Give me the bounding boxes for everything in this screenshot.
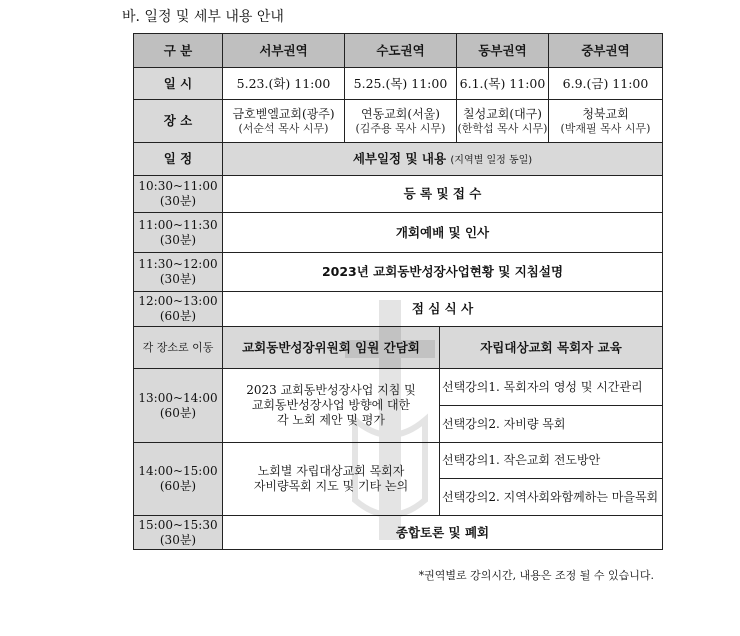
- session-line: 각 노회 제안 및 평가: [277, 413, 385, 427]
- region-east: 동부권역: [457, 34, 549, 68]
- section-heading: 바. 일정 및 세부 내용 안내: [122, 9, 284, 25]
- duration: (60분): [159, 309, 197, 323]
- closing-row: [134, 516, 663, 550]
- venue-church: 청북교회: [582, 106, 629, 121]
- schedule-content: 등 록 및 접 수: [223, 176, 663, 213]
- time: 14:00~15:00: [138, 464, 218, 478]
- session-left: [223, 369, 440, 443]
- time: 10:30~11:00: [138, 179, 218, 193]
- session-line: 2023 교회동반성장사업 지침 및: [246, 383, 416, 397]
- schedule-header-row: [134, 143, 663, 176]
- header-row: [134, 34, 663, 68]
- session-line: 교회동반성장사업 방향에 대한: [251, 398, 411, 412]
- elective-lecture: 선택강의1. 작은교회 전도방안: [440, 443, 663, 479]
- venue-church: 금호벧엘교회(광주): [232, 106, 335, 121]
- venue-church: 연동교회(서울): [361, 106, 440, 121]
- schedule-table: [133, 33, 663, 550]
- time: 12:00~13:00: [138, 294, 218, 308]
- time-cell: [134, 253, 223, 292]
- time-cell: [134, 369, 223, 443]
- time-cell: [134, 176, 223, 213]
- date-capital: 5.25.(목) 11:00: [345, 68, 457, 100]
- venue-central: [549, 100, 663, 143]
- closing-content: 종합토론 및 폐회: [223, 516, 663, 550]
- duration: (60분): [159, 479, 197, 493]
- committee-meeting-title: 교회동반성장위원회 임원 간담회: [223, 327, 440, 369]
- venue-east: [457, 100, 549, 143]
- duration: (60분): [159, 405, 197, 420]
- elective-lecture: 선택강의2. 지역사회와함께하는 마을목회: [440, 479, 663, 516]
- schedule-title: 세부일정 및 내용: [352, 150, 447, 166]
- time-cell: [134, 443, 223, 516]
- duration: (30분): [159, 194, 197, 208]
- venue-pastor: (김주용 목사 시무): [355, 121, 446, 135]
- venue-pastor: (박재필 목사 시무): [560, 121, 651, 135]
- time: 15:00~15:30: [138, 517, 218, 532]
- duration: (30분): [159, 272, 197, 286]
- venue-pastor: (서순석 목사 시무): [238, 121, 329, 135]
- schedule-content: 2023년 교회동반성장사업현황 및 지침설명: [223, 253, 663, 292]
- schedule-row: [134, 253, 663, 292]
- footnote: *권역별로 강의시간, 내용은 조정 될 수 있습니다.: [418, 569, 654, 582]
- move-label: 각 장소로 이동: [134, 327, 223, 369]
- region-west: 서부권역: [223, 34, 345, 68]
- date-row: [134, 68, 663, 100]
- region-central: 중부권역: [549, 34, 663, 68]
- move-row: [134, 327, 663, 369]
- venue-label: 장 소: [134, 100, 223, 143]
- pastor-education-title: 자립대상교회 목회자 교육: [440, 327, 663, 369]
- schedule-label: 일 정: [134, 143, 223, 176]
- venue-row: [134, 100, 663, 143]
- region-capital: 수도권역: [345, 34, 457, 68]
- schedule-title-cell: [223, 143, 663, 176]
- schedule-row: [134, 292, 663, 327]
- schedule-note: (지역별 일정 동일): [450, 154, 533, 166]
- duration: (30분): [159, 532, 197, 547]
- elective-lecture: 선택강의2. 자비량 목회: [440, 406, 663, 443]
- session-line: 자비량목회 지도 및 기타 논의: [253, 479, 409, 493]
- header-label: 구 분: [134, 34, 223, 68]
- session-row: [134, 443, 663, 479]
- date-label: 일 시: [134, 68, 223, 100]
- venue-pastor: (한학섭 목사 시무): [457, 121, 548, 135]
- duration: (30분): [159, 232, 197, 247]
- session-line: 노회별 자립대상교회 목회자: [257, 464, 405, 478]
- venue-capital: [345, 100, 457, 143]
- date-east: 6.1.(목) 11:00: [457, 68, 549, 100]
- time-cell: [134, 516, 223, 550]
- venue-church: 칠성교회(대구): [463, 106, 542, 121]
- schedule-row: [134, 213, 663, 253]
- session-row: [134, 369, 663, 406]
- time-cell: [134, 292, 223, 327]
- time: 11:30~12:00: [138, 257, 218, 271]
- venue-west: [223, 100, 345, 143]
- date-west: 5.23.(화) 11:00: [223, 68, 345, 100]
- time: 13:00~14:00: [138, 390, 218, 405]
- session-left: [223, 443, 440, 516]
- elective-lecture: 선택강의1. 목회자의 영성 및 시간관리: [440, 369, 663, 406]
- time-cell: [134, 213, 223, 253]
- schedule-content: 점 심 식 사: [223, 292, 663, 327]
- time: 11:00~11:30: [138, 217, 218, 232]
- date-central: 6.9.(금) 11:00: [549, 68, 663, 100]
- schedule-content: 개회예배 및 인사: [223, 213, 663, 253]
- schedule-row: [134, 176, 663, 213]
